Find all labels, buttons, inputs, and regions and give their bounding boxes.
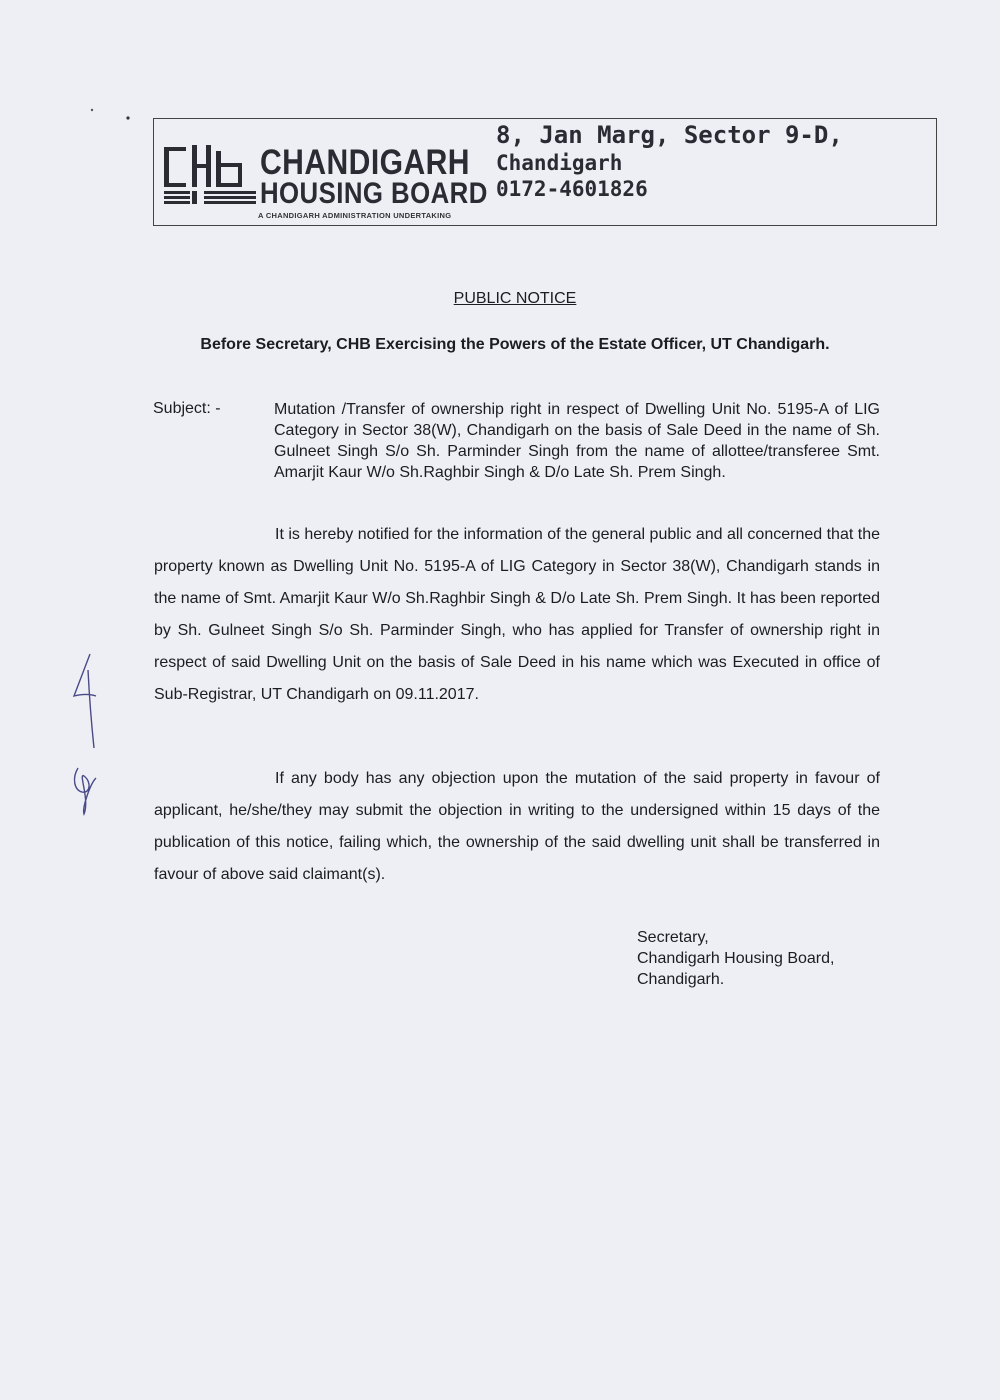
subject-label: Subject: - — [153, 400, 221, 417]
address-line-1: 8, Jan Marg, Sector 9-D, — [496, 121, 843, 149]
signatory-city: Chandigarh. — [637, 971, 725, 988]
scan-speck-icon — [84, 96, 134, 126]
notice-paragraph-2: If any body has any objection upon the mutation of the said property in favour of applicant, he/she/they may submit the objection in writing to the undersigned within 15 days of the publication of this notice, failing which, the ownership of the said dwelling unit shall be transferred in favour of above said claimant(s). — [154, 770, 880, 883]
margin-initials-icon — [60, 650, 110, 830]
notice-paragraph-1: It is hereby notified for the information of the general public and all concerned that the property known as Dwelling Unit No. 5195-A of LIG Category in Sector 38(W), Chandigarh stands in the name of Smt. Amarjit Kaur W/o Sh.Raghbir Singh & D/o Late Sh. Prem Singh. It has been reported by Sh. Gulneet Singh S/o Sh. Parminder Singh, who has applied for Transfer of ownership right in respect of said Dwelling Unit on the basis of Sale Deed in his name which was Executed in office of Sub-Registrar, UT Chandigarh on 09.11.2017. — [154, 526, 880, 703]
notice-title: PUBLIC NOTICE — [453, 290, 577, 307]
org-tagline: A CHANDIGARH ADMINISTRATION UNDERTAKING — [258, 211, 452, 220]
signature-block — [637, 927, 834, 990]
chb-logo-icon — [164, 145, 256, 207]
org-name-secondary: HOUSING BOARD — [260, 177, 488, 210]
address-line-2: Chandigarh — [496, 151, 623, 175]
subject-text: Mutation /Transfer of ownership right in respect of Dwelling Unit No. 5195-A of LIG Category in Sector 38(W), Chandigarh on the basis of Sale Deed in the name of Sh. Gulneet Singh S/o Sh. Parminder Singh from the name of allottee/transferee Smt. Amarjit Kaur W/o Sh.Raghbir Singh & D/o Late Sh. Prem Singh. — [274, 401, 880, 481]
signatory-organization: Chandigarh Housing Board, — [637, 950, 835, 967]
org-name: CHANDIGARH — [260, 143, 470, 182]
signatory-title: Secretary, — [637, 929, 709, 946]
letterhead — [153, 118, 937, 226]
phone-number: 0172-4601826 — [496, 177, 648, 201]
authority-line: Before Secretary, CHB Exercising the Powers of the Estate Officer, UT Chandigarh. — [200, 336, 830, 353]
